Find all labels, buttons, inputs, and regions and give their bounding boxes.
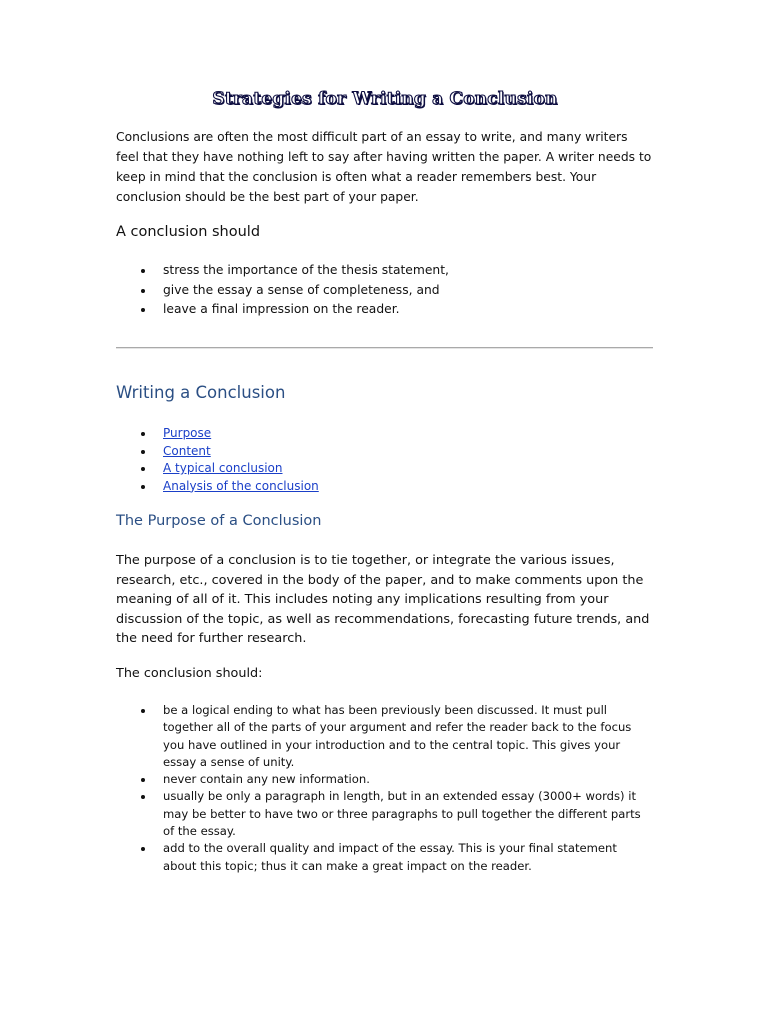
purpose-heading: The Purpose of a Conclusion [116, 513, 322, 529]
page-title: Strategies for Writing a Conclusion [212, 89, 558, 109]
toc-item [116, 443, 654, 461]
list-item: give the essay a sense of completeness, and [116, 281, 654, 301]
list-item: stress the importance of the thesis statement, [116, 261, 654, 281]
link-analysis[interactable]: Analysis of the conclusion [163, 478, 319, 493]
conclusion-should-label: The conclusion should: [116, 666, 263, 681]
intro-paragraph: Conclusions are often the most difficult part of an essay to write, and many writers feel that they have nothing left to say after having written the paper. A writer needs to keep in mind that the conclusion is often what a reader remembers best. Your conclusion should be the best part of your paper. [116, 130, 652, 204]
should-list [116, 261, 654, 320]
conclusion-list [116, 702, 654, 875]
link-content[interactable]: Content [163, 443, 211, 458]
list-item: never contain any new information. [116, 771, 654, 788]
should-heading: A conclusion should [116, 224, 261, 240]
toc-item [116, 425, 654, 443]
link-typical-conclusion[interactable]: A typical conclusion [163, 461, 283, 475]
list-item: add to the overall quality and impact of the essay. This is your final statement about this topic; thus it can make a great impact on the reader. [116, 840, 654, 875]
horizontal-divider [116, 347, 653, 349]
list-item: usually be only a paragraph in length, but in an extended essay (3000+ words) it may be better to have two or three paragraphs to pull together the different parts of the essay. [116, 788, 654, 840]
purpose-paragraph: The purpose of a conclusion is to tie together, or integrate the various issues, research, etc., covered in the body of the paper, and to make comments upon the meaning of all of it. This includes noting any implications resulting from your discussion of the topic, as well as recommendations, forecasting future trends, and the need for further research. [116, 553, 650, 646]
toc-item [116, 478, 654, 496]
toc-link-list [116, 425, 654, 495]
list-item: leave a final impression on the reader. [116, 300, 654, 320]
toc-item [116, 460, 654, 478]
list-item: be a logical ending to what has been previously been discussed. It must pull together all of the parts of your argument and refer the reader back to the focus you have outlined in your introduction and to the central topic. This gives your essay a sense of unity. [116, 702, 654, 771]
section-heading: Writing a Conclusion [116, 383, 286, 402]
link-purpose[interactable]: Purpose [163, 426, 212, 440]
